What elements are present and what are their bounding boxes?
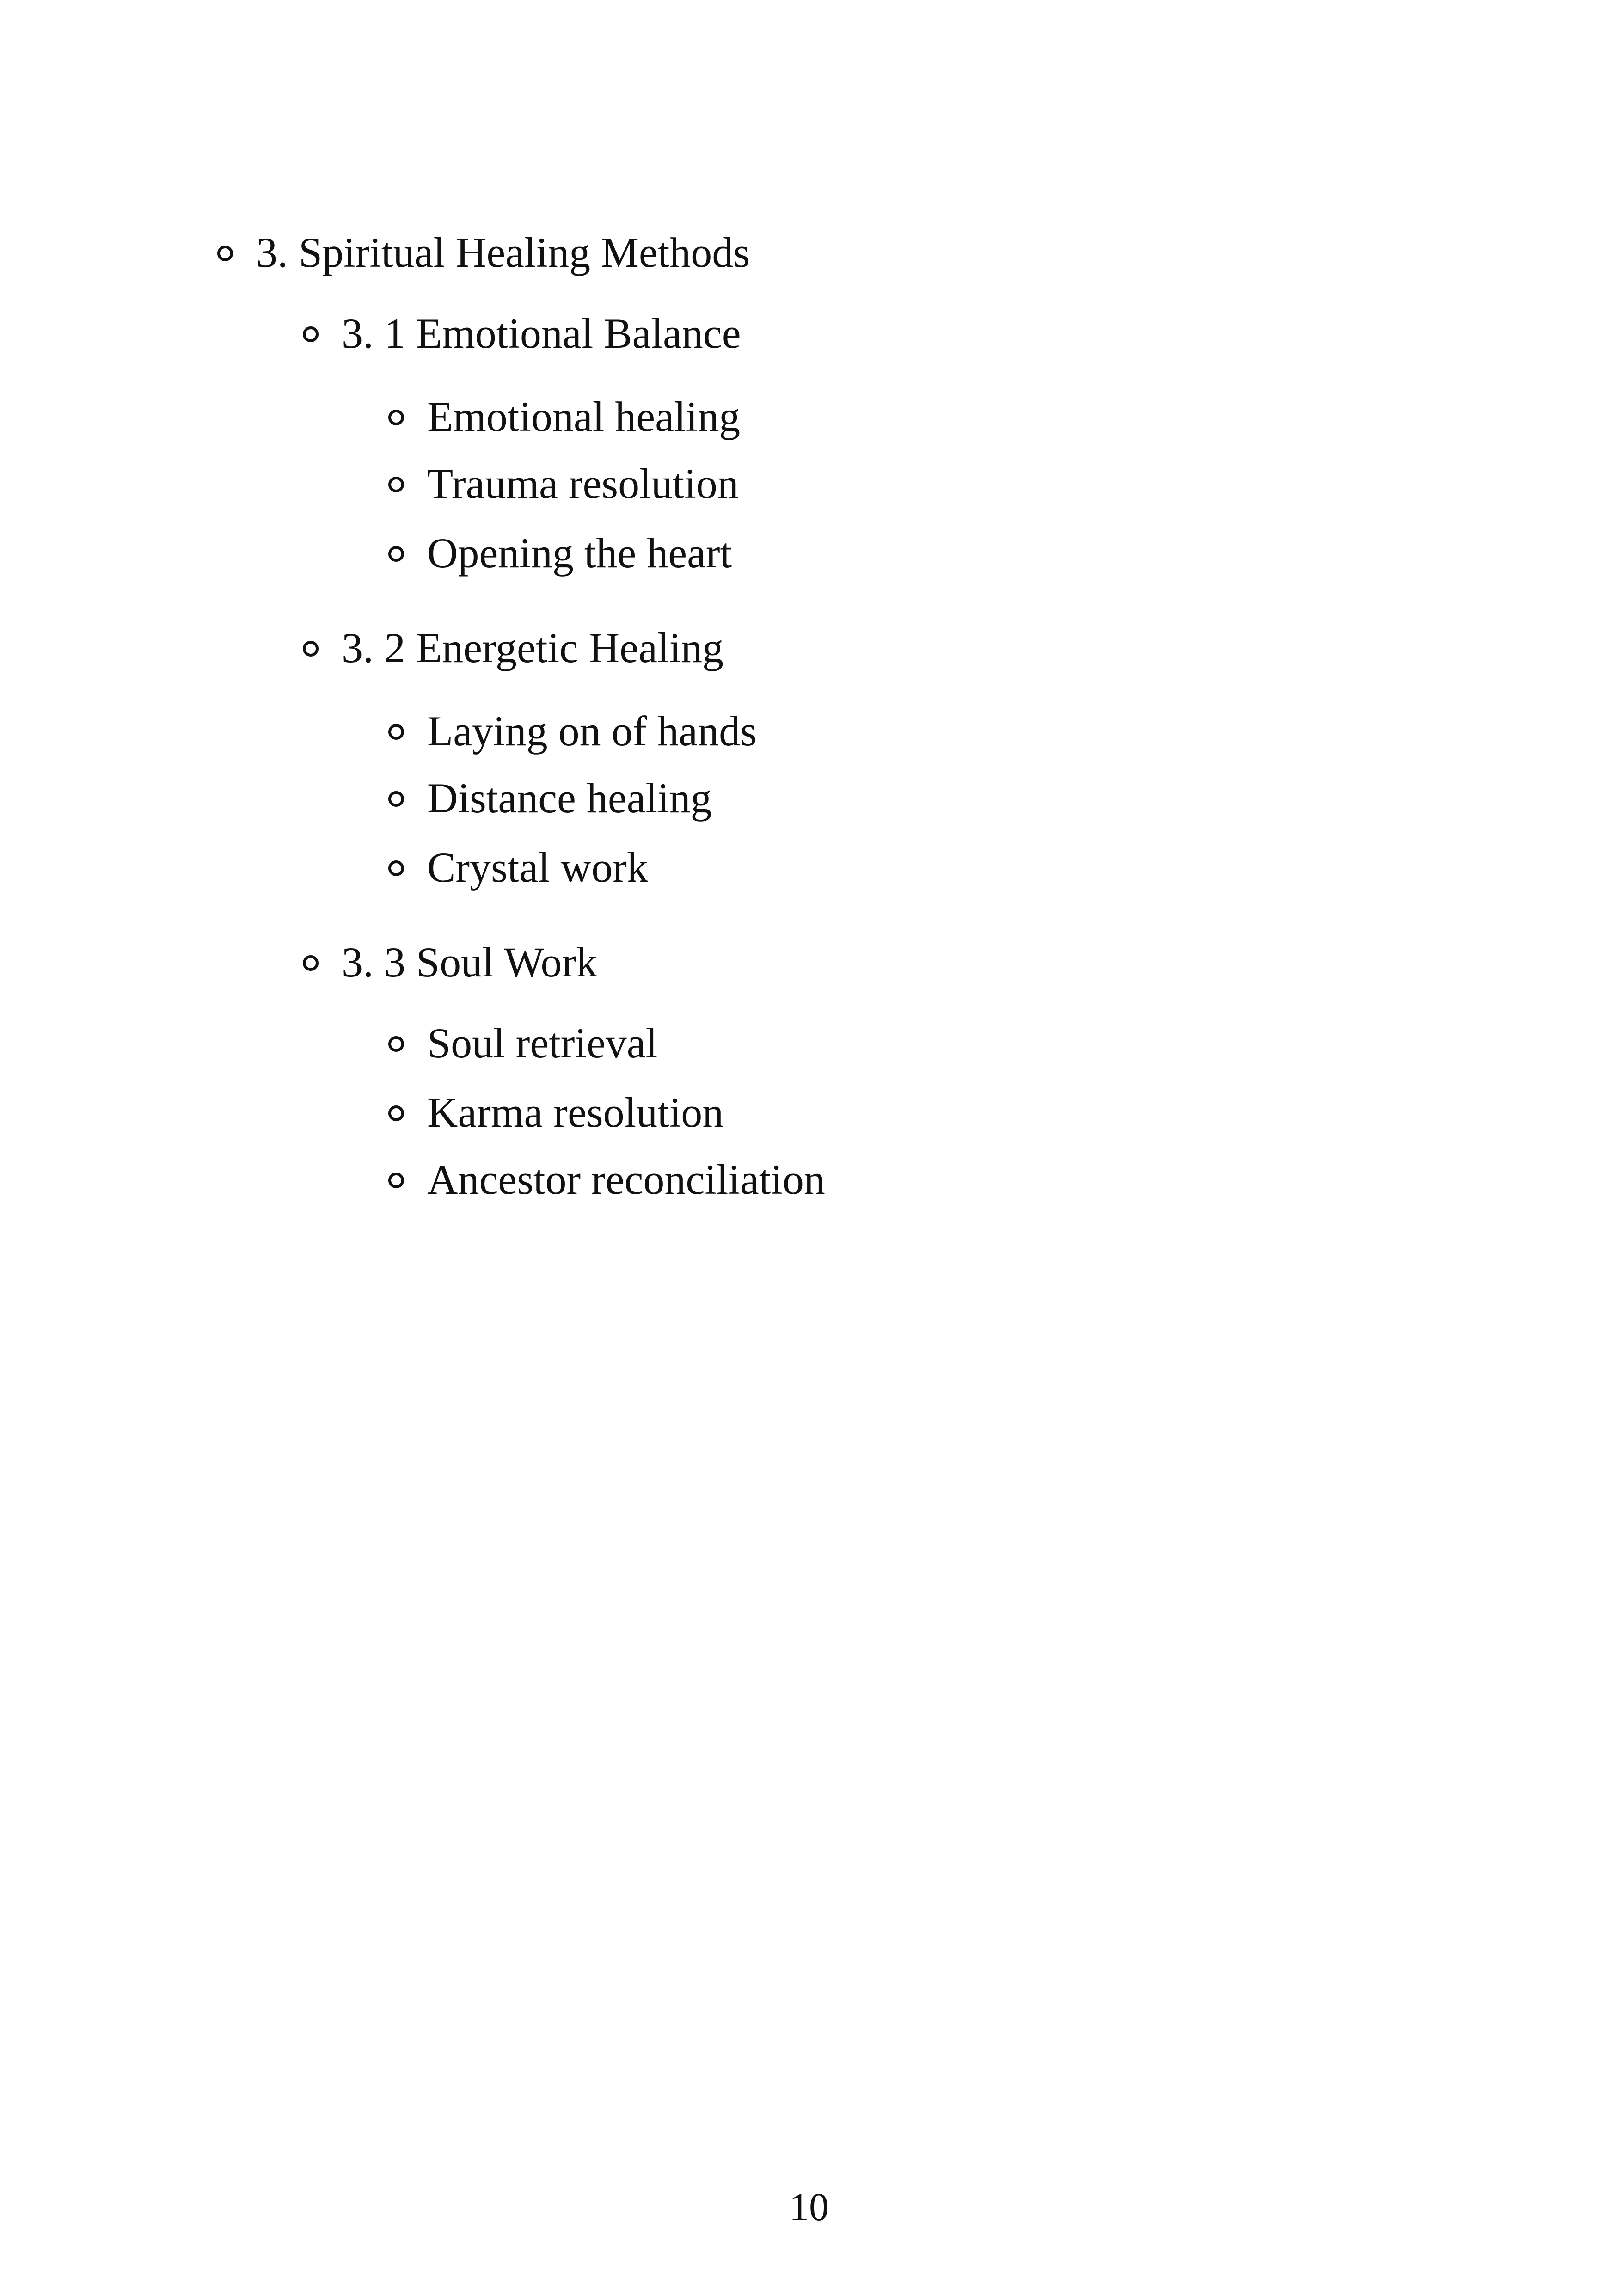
circle-bullet-icon: [388, 791, 404, 807]
circle-bullet-icon: [388, 724, 404, 740]
circle-bullet-icon: [388, 860, 404, 876]
circle-bullet-icon: [303, 955, 319, 971]
list-item: [388, 395, 740, 438]
list-item: [388, 707, 757, 755]
page-number: 10: [789, 2185, 829, 2229]
list-item-text: Soul retrieval: [427, 1019, 658, 1067]
circle-bullet-icon: [388, 477, 404, 492]
list-item-text: Karma resolution: [427, 1089, 724, 1136]
list-item: [388, 1019, 658, 1067]
list-item-text: Ancestor reconciliation: [427, 1156, 825, 1203]
list-item-text: Trauma resolution: [427, 460, 739, 507]
list-item: [388, 1091, 723, 1134]
list-item: [388, 846, 648, 889]
subsection-title: 3. 1 Emotional Balance: [342, 310, 741, 357]
list-item-text: Opening the heart: [427, 529, 732, 577]
list-item-text: Crystal work: [427, 844, 648, 891]
subsection-heading: [303, 626, 723, 669]
subsection-title: 3. 3 Soul Work: [342, 939, 598, 986]
circle-bullet-icon: [388, 1105, 404, 1121]
circle-bullet-icon: [303, 641, 319, 657]
list-item-text: Distance healing: [427, 774, 712, 822]
list-item-text: Emotional healing: [427, 393, 741, 440]
circle-bullet-icon: [388, 1173, 404, 1188]
subsection-heading: [303, 939, 598, 986]
list-item-text: Laying on of hands: [427, 707, 757, 755]
subsection-heading: [303, 312, 741, 355]
circle-bullet-icon: [388, 410, 404, 425]
list-item: [388, 529, 732, 577]
list-item: [388, 462, 739, 505]
section-title: 3. Spiritual Healing Methods: [256, 229, 750, 276]
circle-bullet-icon: [388, 546, 404, 562]
circle-bullet-icon: [388, 1036, 404, 1052]
list-item: [388, 774, 712, 822]
section-heading: [217, 231, 750, 274]
subsection-title: 3. 2 Energetic Healing: [342, 624, 724, 671]
list-item: [388, 1158, 825, 1201]
circle-bullet-icon: [303, 326, 319, 342]
circle-bullet-icon: [217, 246, 233, 261]
